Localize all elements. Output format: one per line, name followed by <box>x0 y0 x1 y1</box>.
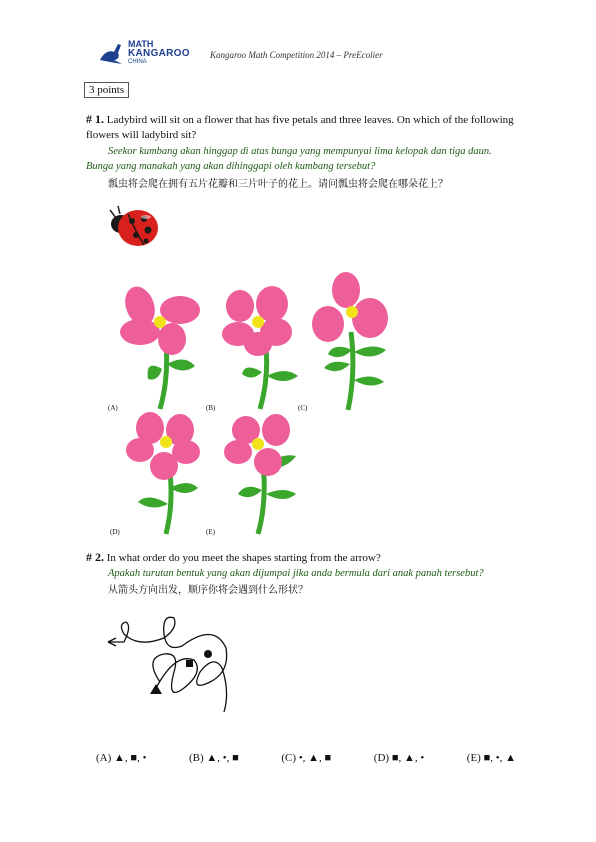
q1-option-c: (C) <box>298 404 308 412</box>
flower-b <box>210 284 310 414</box>
flower-a <box>100 284 200 414</box>
kangaroo-icon <box>96 38 126 66</box>
q2-chinese: 从箭头方向出发，顺序你将会遇到什么形状？ <box>108 585 308 596</box>
logo-line1: MATH <box>128 39 154 49</box>
flower-d <box>110 408 210 536</box>
q1-number: # 1. <box>86 112 104 126</box>
flower-c <box>306 272 406 414</box>
q2-answer-a[interactable]: (A) ▲, ■, • <box>96 752 147 764</box>
circle-shape <box>204 650 212 658</box>
kangaroo-logo <box>96 38 196 68</box>
ladybird-icon <box>106 202 164 252</box>
logo-line3: CHINA <box>128 59 147 65</box>
q2-answer-d[interactable]: (D) ■, ▲, • <box>373 752 425 764</box>
header-title: Kangaroo Math Competition 2014 – PreEcolier <box>210 50 383 60</box>
q1-chinese: 瓢虫将会爬在拥有五片花瓣和三片叶子的花上。请问瓢虫将会爬在哪朵花上？ <box>108 179 448 190</box>
q1-option-d: (D) <box>110 528 120 536</box>
q2-english <box>86 550 516 566</box>
q1-option-b: (B) <box>206 404 216 412</box>
q2-answer-c[interactable]: (C) •, ▲, ■ <box>281 752 332 764</box>
flower-e <box>210 408 310 536</box>
q2-number: # 2. <box>86 550 104 564</box>
points-box: 3 points <box>84 82 129 98</box>
q1-option-e: (E) <box>206 528 215 536</box>
logo-text <box>128 40 190 67</box>
q1-option-a: (A) <box>108 404 118 412</box>
q1-english <box>86 112 516 143</box>
logo-line2: KANGAROO <box>128 48 190 59</box>
q2-answer-row <box>96 752 516 764</box>
q1-english-text: Ladybird will sit on a flower that has five petals and three leaves. On which of the following flowers will ladybird sit? <box>86 114 514 141</box>
q2-english-text: In what order do you meet the shapes starting from the arrow? <box>106 552 381 564</box>
q2-answer-b[interactable]: (B) ▲, •, ■ <box>189 752 239 764</box>
q1-malay: Seekor kumbang akan hinggap di atas bunga yang mempunyai lima kelopak dan tiga daun. Bunga yang manakah yang akan dihinggapi oleh kumbang tersebut? <box>86 146 492 172</box>
triangle-shape <box>150 684 162 694</box>
q2-malay: Apakah turutan bentuk yang akan dijumpai jika anda bermula dari anak panah tersebut? <box>108 568 484 579</box>
q2-answer-e[interactable]: (E) ■, •, ▲ <box>466 752 516 764</box>
path-diagram <box>104 612 244 716</box>
square-shape <box>186 660 193 667</box>
